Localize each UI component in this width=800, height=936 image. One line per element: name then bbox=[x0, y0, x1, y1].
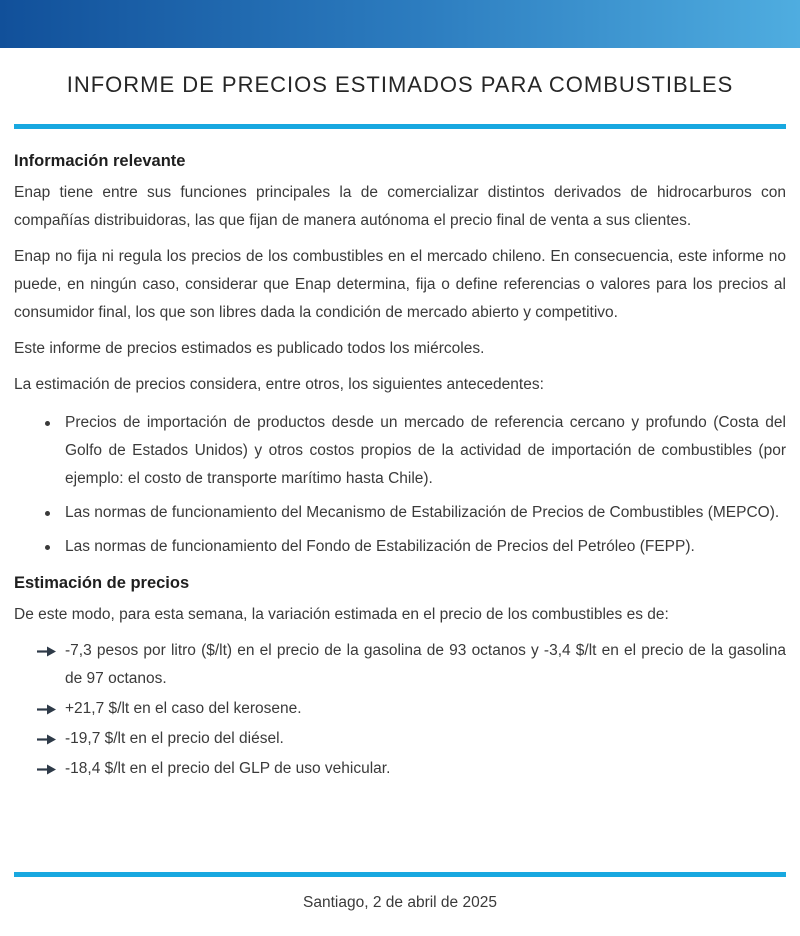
list-item-text: -19,7 $/lt en el precio del diésel. bbox=[65, 730, 284, 747]
paragraph: Enap no fija ni regula los precios de los combustibles en el mercado chileno. En consecuencia, este informe no puede, en ningún caso, considerar que Enap determina, fija o define referencias o valores para los precios al consumidor final, los que son libres dada la condición de mercado abierto y competitivo. bbox=[14, 248, 786, 321]
title-divider bbox=[14, 124, 786, 129]
list-item bbox=[14, 533, 786, 561]
arrow-bullet-icon bbox=[37, 704, 56, 715]
section-heading-estimacion-de-precios: Estimación de precios bbox=[14, 574, 190, 592]
arrow-bullet-icon bbox=[37, 646, 56, 657]
list-item bbox=[14, 409, 786, 493]
bullet-dot-icon bbox=[45, 421, 50, 426]
antecedentes-list bbox=[14, 409, 786, 561]
paragraph: Este informe de precios estimados es publicado todos los miércoles. bbox=[14, 340, 485, 357]
list-item bbox=[14, 755, 786, 783]
list-item-text: Las normas de funcionamiento del Mecanismo de Estabilización de Precios de Combustibles (MEPCO). bbox=[65, 504, 780, 521]
list-item-text: +21,7 $/lt en el caso del kerosene. bbox=[65, 700, 302, 717]
footer-divider bbox=[14, 872, 786, 877]
arrow-bullet-icon bbox=[37, 764, 56, 775]
list-item bbox=[14, 499, 786, 527]
paragraph: De este modo, para esta semana, la variación estimada en el precio de los combustibles es de: bbox=[14, 606, 669, 623]
section-heading-informacion-relevante: Información relevante bbox=[14, 152, 186, 170]
list-item-text: Precios de importación de productos desde un mercado de referencia cercano y profundo (Costa del Golfo de Estados Unidos) y otros costos propios de la actividad de importación de combustibles (por ejemplo: el costo de transporte marítimo hasta Chile). bbox=[65, 414, 786, 487]
report-body bbox=[0, 151, 800, 783]
price-variation-list bbox=[14, 637, 786, 783]
bullet-dot-icon bbox=[45, 545, 50, 550]
report-date: Santiago, 2 de abril de 2025 bbox=[303, 894, 497, 911]
list-item bbox=[14, 725, 786, 753]
list-item bbox=[14, 695, 786, 723]
header-banner bbox=[0, 0, 800, 48]
list-item-text: -7,3 pesos por litro ($/lt) en el precio de la gasolina de 93 octanos y -3,4 $/lt en el precio de la gasolina de 97 octanos. bbox=[65, 642, 786, 687]
list-item-text: Las normas de funcionamiento del Fondo de Estabilización de Precios del Petróleo (FEPP). bbox=[65, 538, 695, 555]
paragraph: Enap tiene entre sus funciones principales la de comercializar distintos derivados de hidrocarburos con compañías distribuidoras, las que fijan de manera autónoma el precio final de venta a sus clientes. bbox=[14, 184, 786, 229]
report-footer bbox=[0, 872, 800, 936]
arrow-bullet-icon bbox=[37, 734, 56, 745]
page-title: INFORME DE PRECIOS ESTIMADOS PARA COMBUSTIBLES bbox=[66, 72, 734, 97]
paragraph: La estimación de precios considera, entre otros, los siguientes antecedentes: bbox=[14, 376, 544, 393]
list-item-text: -18,4 $/lt en el precio del GLP de uso vehicular. bbox=[65, 760, 391, 777]
list-item bbox=[14, 637, 786, 693]
bullet-dot-icon bbox=[45, 511, 50, 516]
